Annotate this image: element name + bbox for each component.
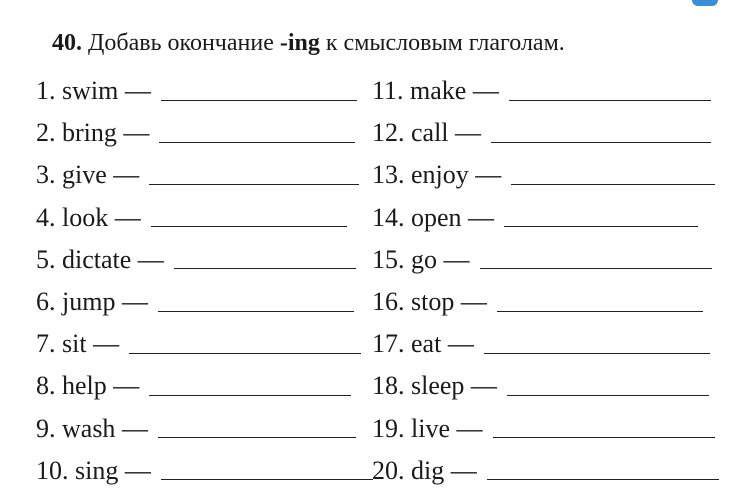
verb-item-label xyxy=(372,245,470,275)
verb-item-label xyxy=(372,287,487,317)
verb-item-label xyxy=(372,160,501,190)
item-number: 16. xyxy=(372,287,405,317)
item-number: 3. xyxy=(36,160,56,190)
verb-text: give xyxy=(62,160,107,190)
answer-blank-line[interactable] xyxy=(161,479,373,480)
verb-text: wash xyxy=(62,413,116,443)
verb-item-label xyxy=(36,371,139,401)
dash: — xyxy=(137,244,164,274)
dash: — xyxy=(450,455,477,485)
dash: — xyxy=(468,202,495,232)
verb-item-label xyxy=(36,118,149,148)
answer-blank-line[interactable] xyxy=(158,437,356,438)
dash: — xyxy=(113,371,140,401)
answer-blank-line[interactable] xyxy=(151,226,347,227)
verb-item xyxy=(372,154,719,196)
dash: — xyxy=(93,329,120,359)
verb-item xyxy=(36,197,373,239)
item-number: 1. xyxy=(36,76,56,106)
verb-text: bring xyxy=(62,118,117,148)
verb-item xyxy=(372,239,719,281)
verb-item xyxy=(372,323,719,365)
answer-blank-line[interactable] xyxy=(504,226,698,227)
answer-blank-line[interactable] xyxy=(129,353,361,354)
verb-item-label xyxy=(36,245,164,275)
dash: — xyxy=(447,329,474,359)
item-number: 13. xyxy=(372,160,405,190)
verb-text: look xyxy=(62,202,109,232)
answer-blank-line[interactable] xyxy=(493,437,715,438)
item-number: 10. xyxy=(36,455,69,485)
verb-item-label xyxy=(372,371,497,401)
item-number: 6. xyxy=(36,287,56,317)
verb-item-label xyxy=(36,203,141,233)
verb-item xyxy=(36,450,373,492)
dash: — xyxy=(121,413,148,443)
verb-item xyxy=(36,70,373,112)
verb-item xyxy=(372,281,719,323)
item-number: 7. xyxy=(36,329,56,359)
dash: — xyxy=(472,76,499,106)
verb-text: stop xyxy=(411,287,455,317)
answer-blank-line[interactable] xyxy=(511,184,715,185)
verb-item-label xyxy=(372,76,499,106)
verb-item-label xyxy=(36,76,151,106)
dash: — xyxy=(123,118,150,148)
answer-blank-line[interactable] xyxy=(149,395,351,396)
item-number: 9. xyxy=(36,413,56,443)
verb-item xyxy=(372,197,719,239)
answer-blank-line[interactable] xyxy=(149,184,359,185)
item-number: 5. xyxy=(36,244,56,274)
item-number: 8. xyxy=(36,371,56,401)
verb-item xyxy=(36,408,373,450)
answer-blank-line[interactable] xyxy=(507,395,709,396)
verb-text: make xyxy=(410,76,467,106)
verb-text: call xyxy=(411,118,449,148)
verb-text: swim xyxy=(62,76,119,106)
dash: — xyxy=(456,413,483,443)
answer-blank-line[interactable] xyxy=(497,311,703,312)
dash: — xyxy=(475,160,502,190)
verb-text: go xyxy=(411,244,437,274)
answer-blank-line[interactable] xyxy=(484,353,710,354)
dash: — xyxy=(460,287,487,317)
exercise-suffix: -ing xyxy=(279,30,320,56)
dash: — xyxy=(121,287,148,317)
verb-text: eat xyxy=(411,329,442,359)
exercise-instruction-start: Добавь окончание xyxy=(88,30,274,56)
verb-text: enjoy xyxy=(411,160,469,190)
exercise-number: 40. xyxy=(52,30,82,56)
verb-item-label xyxy=(36,160,139,190)
verb-text: dictate xyxy=(62,244,132,274)
dash: — xyxy=(113,160,140,190)
verb-item-label xyxy=(372,118,481,148)
verb-item xyxy=(36,239,373,281)
verb-column-left xyxy=(36,70,373,492)
dash: — xyxy=(124,76,151,106)
verb-item xyxy=(36,281,373,323)
dash: — xyxy=(114,202,141,232)
answer-blank-line[interactable] xyxy=(159,142,355,143)
answer-blank-line[interactable] xyxy=(480,268,712,269)
verb-item-label xyxy=(372,414,483,444)
verb-item-label xyxy=(36,287,148,317)
verb-item-label xyxy=(372,456,477,486)
answer-blank-line[interactable] xyxy=(161,100,357,101)
verb-item xyxy=(372,70,719,112)
item-number: 11. xyxy=(372,76,404,106)
verb-text: jump xyxy=(62,287,116,317)
dash: — xyxy=(124,455,151,485)
verb-item-label xyxy=(372,329,474,359)
verb-text: help xyxy=(62,371,107,401)
verb-item xyxy=(36,365,373,407)
answer-blank-line[interactable] xyxy=(158,311,354,312)
dash: — xyxy=(470,371,497,401)
corner-tab-mark xyxy=(692,0,718,6)
verb-item-label xyxy=(372,203,494,233)
verb-item xyxy=(36,112,373,154)
item-number: 4. xyxy=(36,202,56,232)
item-number: 19. xyxy=(372,413,405,443)
item-number: 2. xyxy=(36,118,56,148)
verb-column-right xyxy=(372,70,719,492)
item-number: 18. xyxy=(372,371,405,401)
verb-text: sit xyxy=(62,329,87,359)
verb-text: sleep xyxy=(411,371,465,401)
exercise-instruction-end: к смысловым глаголам. xyxy=(325,30,565,56)
dash: — xyxy=(455,118,482,148)
answer-blank-line[interactable] xyxy=(491,142,711,143)
verb-item-label xyxy=(36,329,119,359)
verb-item-label xyxy=(36,414,148,444)
verb-item-label xyxy=(36,456,151,486)
exercise-title xyxy=(52,30,565,57)
answer-blank-line[interactable] xyxy=(174,268,356,269)
answer-blank-line[interactable] xyxy=(487,479,719,480)
item-number: 17. xyxy=(372,329,405,359)
item-number: 12. xyxy=(372,118,405,148)
dash: — xyxy=(443,244,470,274)
verb-item xyxy=(372,112,719,154)
verb-item xyxy=(372,408,719,450)
verb-text: sing xyxy=(75,455,119,485)
answer-blank-line[interactable] xyxy=(509,100,711,101)
verb-item xyxy=(372,450,719,492)
verb-item xyxy=(372,365,719,407)
verb-item xyxy=(36,323,373,365)
verb-item xyxy=(36,154,373,196)
verb-text: dig xyxy=(411,455,445,485)
item-number: 20. xyxy=(372,455,405,485)
item-number: 15. xyxy=(372,244,405,274)
item-number: 14. xyxy=(372,202,405,232)
verb-text: open xyxy=(411,202,462,232)
verb-text: live xyxy=(411,413,450,443)
